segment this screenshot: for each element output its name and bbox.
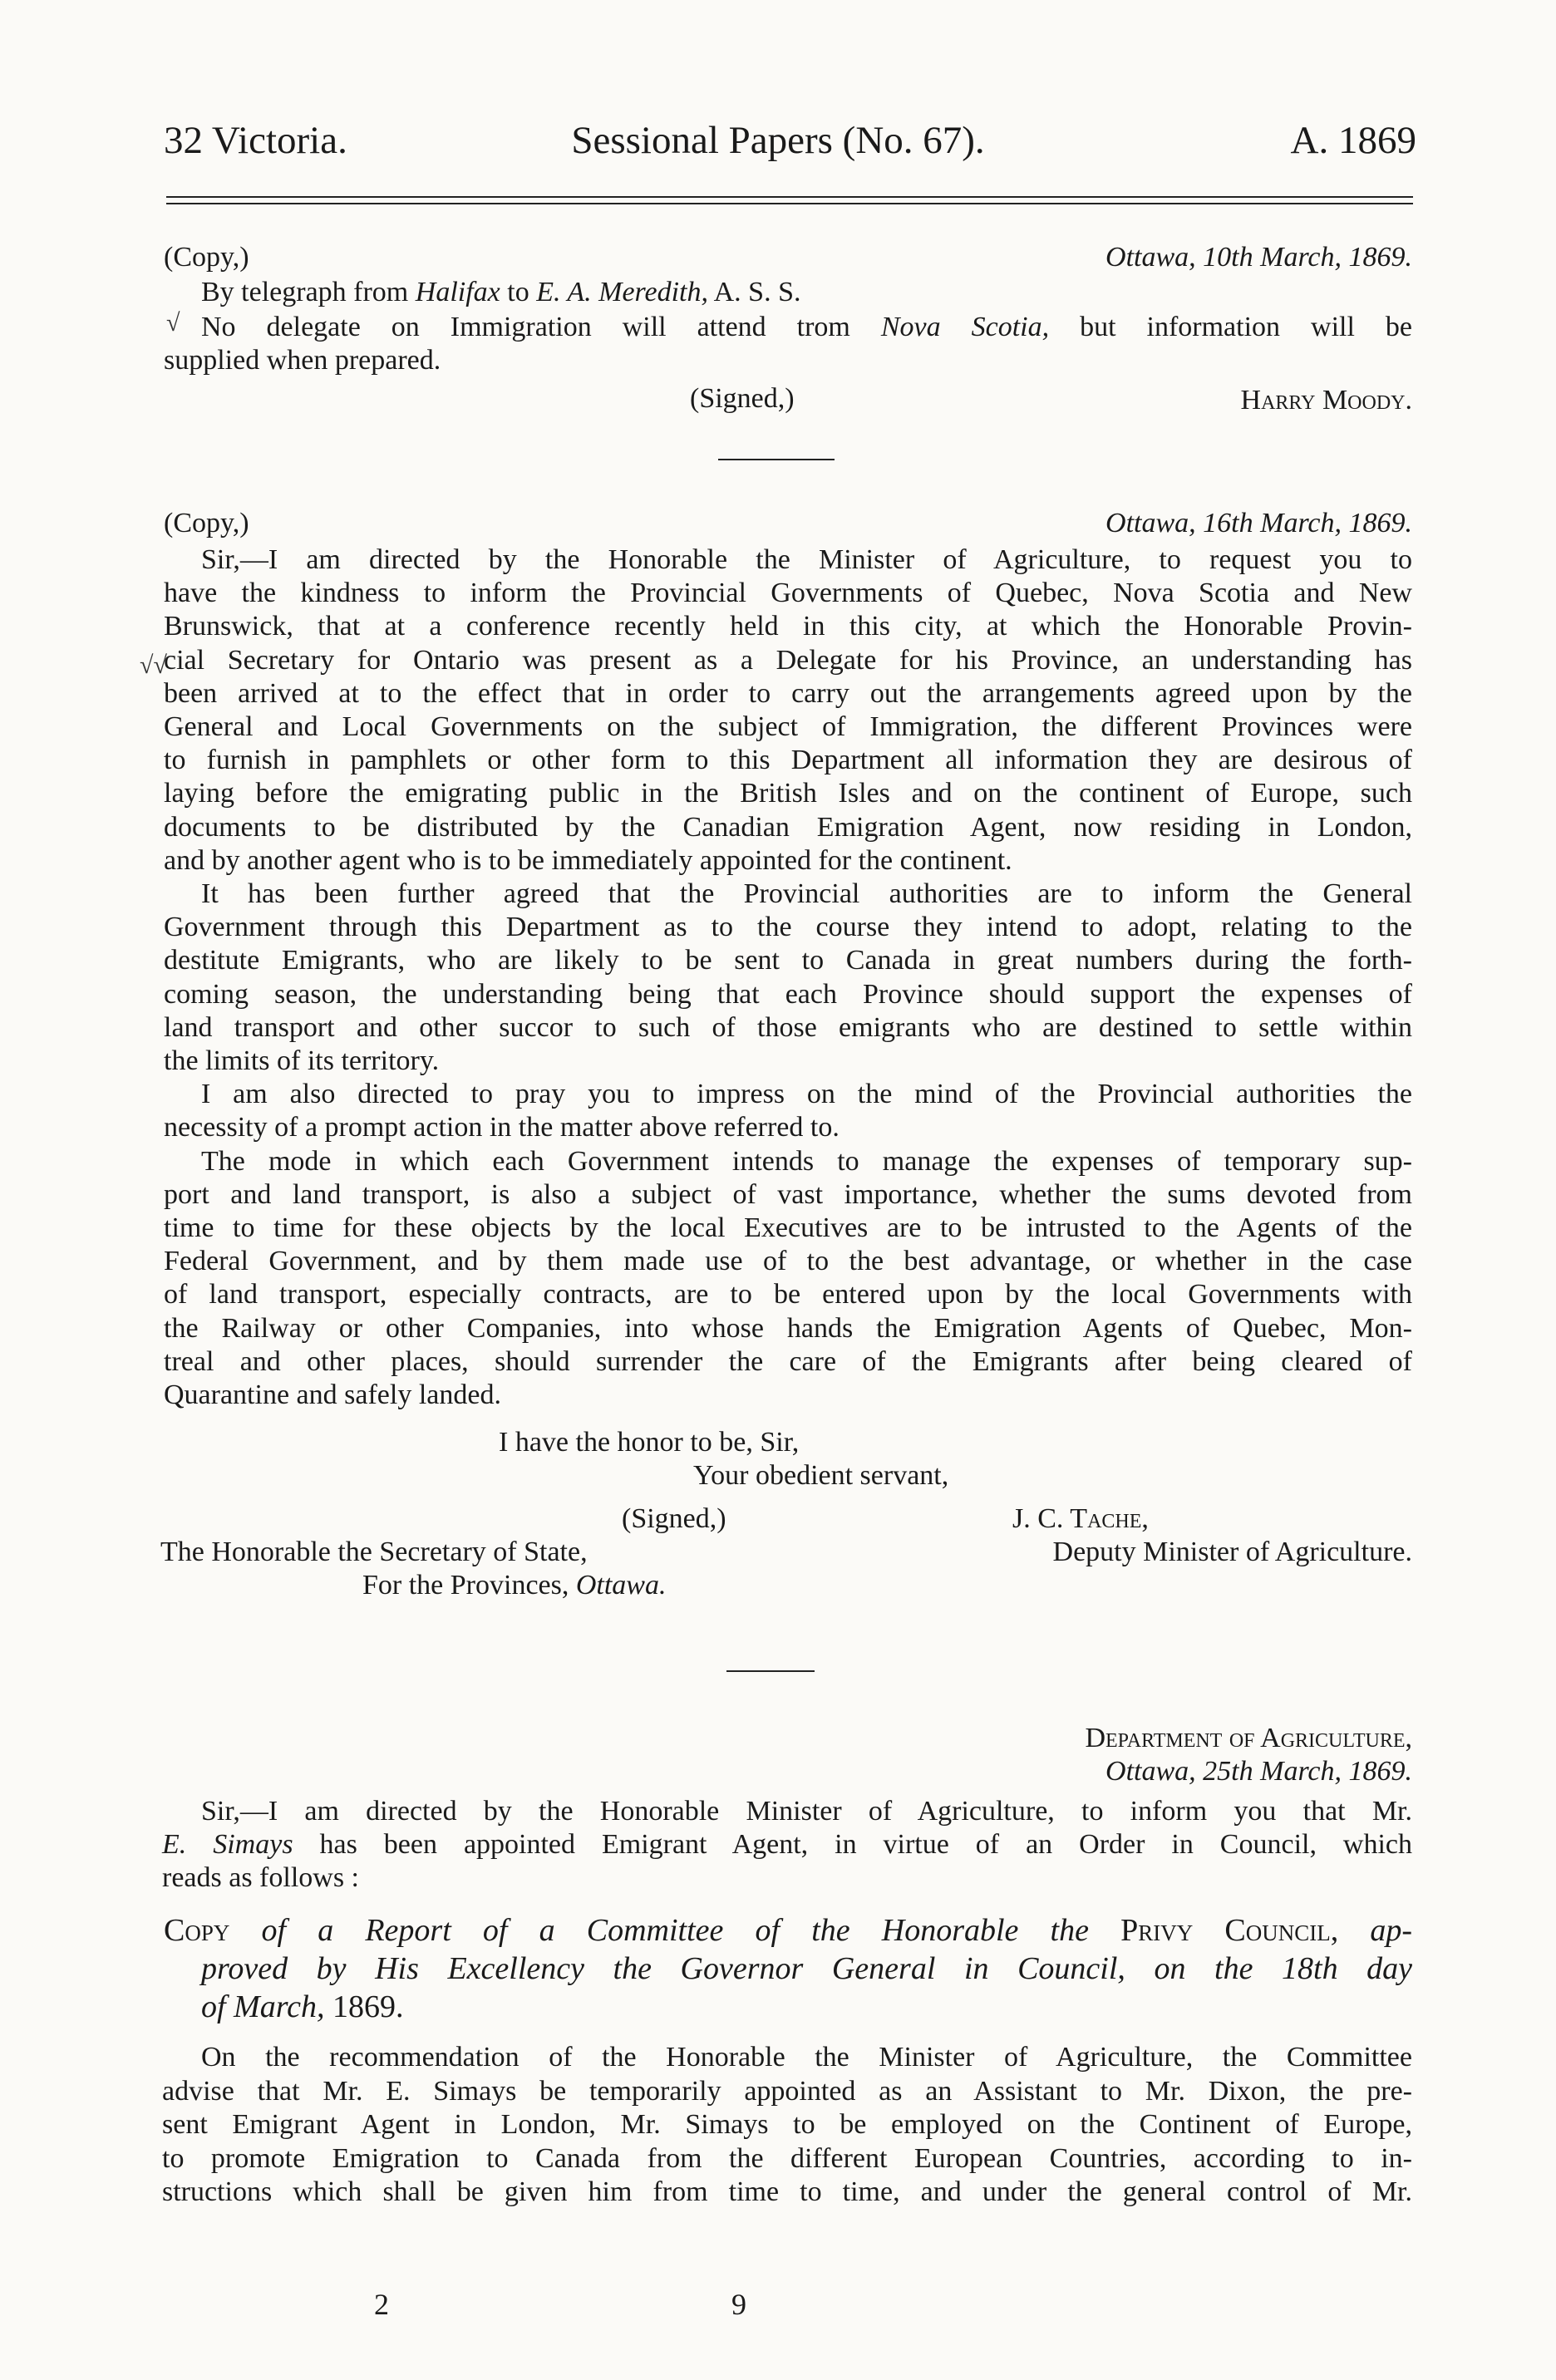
- letter-body-line: coming season, the understanding being that each Province should support the expenses of: [164, 978, 1412, 1010]
- letter-body-line: I am also directed to pray you to impress on the mind of the Provincial authorities the: [201, 1079, 1412, 1110]
- letter-body-line: The mode in which each Government intends to manage the expenses of temporary sup-: [201, 1145, 1412, 1177]
- letter-body-line: and by another agent who is to be immediately appointed for the continent.: [164, 844, 1012, 876]
- letter-copy-label: (Copy,): [164, 508, 249, 538]
- letter-body-line: to furnish in pamphlets or other form to this Department all information they are desirous of: [164, 745, 1412, 776]
- telegram-line-1: By telegraph from Halifax to E. A. Meredith, A. S. S.: [201, 277, 801, 307]
- letter-body-line: Federal Government, and by them made use of to the best advantage, or whether in the case: [164, 1246, 1412, 1277]
- letter-body-line: of land transport, especially contracts, are to be entered upon by the local Governments with: [164, 1279, 1412, 1310]
- header-session: 32 Victoria.: [164, 119, 347, 162]
- telegram-line-2: No delegate on Immigration will attend trom Nova Scotia, but information will be: [201, 312, 1412, 342]
- letter-signer: J. C. Tache,: [1012, 1503, 1149, 1534]
- order-body-line: On the recommendation of the Honorable the Minister of Agriculture, the Committee: [201, 2042, 1412, 2073]
- telegram-place-date: Ottawa, 10th March, 1869.: [1105, 242, 1412, 273]
- footer-right-number: 9: [731, 2288, 746, 2321]
- letter-body-line: destitute Emigrants, who are likely to be sent to Canada in great numbers during the forth-: [164, 945, 1412, 976]
- telegram-copy-label: (Copy,): [164, 242, 249, 273]
- report-title-line-2: proved by His Excellency the Governor General in Council, on the 18th day: [201, 1951, 1412, 1986]
- letter-body-line: the Railway or other Companies, into whose hands the Emigration Agents of Quebec, Mon-: [164, 1312, 1412, 1344]
- telegram-line-3: supplied when prepared.: [164, 345, 441, 376]
- letter-body-line: General and Local Governments on the subject of Immigration, the different Provinces were: [164, 711, 1412, 742]
- section-divider: [718, 459, 835, 460]
- department-heading: Department of Agriculture,: [1085, 1723, 1412, 1753]
- letter-body-line: It has been further agreed that the Provincial authorities are to inform the General: [201, 878, 1412, 909]
- letter3-line-1: Sir,—I am directed by the Honorable Minister of Agriculture, to inform you that Mr.: [201, 1796, 1412, 1827]
- letter-body-line: laying before the emigrating public in the British Isles and on the continent of Europe, such: [164, 778, 1412, 809]
- letter3-line-2: E. Simays has been appointed Emigrant Agent, in virtue of an Order in Council, which: [162, 1829, 1413, 1860]
- letter-body-line: port and land transport, is also a subject of vast importance, whether the sums devoted from: [164, 1178, 1412, 1210]
- letter-body-line: treal and other places, should surrender the care of the Emigrants after being cleared of: [164, 1345, 1412, 1377]
- letter-body-line: time to time for these objects by the local Executives are to be intrusted to the Agents of the: [164, 1212, 1412, 1243]
- letter-place-date: Ottawa, 16th March, 1869.: [1105, 508, 1412, 538]
- letter-body-line: have the kindness to inform the Provincial Governments of Quebec, Nova Scotia and New: [164, 578, 1412, 609]
- letter-body-line: necessity of a prompt action in the matter above referred to.: [164, 1112, 840, 1143]
- letter-body-line: Government through this Department as to the course they intend to adopt, relating to the: [164, 912, 1412, 943]
- letter-body-line: Quarantine and safely landed.: [164, 1379, 501, 1410]
- telegram-signed: (Signed,): [690, 383, 795, 414]
- order-body-line: to promote Emigration to Canada from the different European Countries, according to in-: [162, 2142, 1412, 2174]
- header-title: Sessional Papers (No. 67).: [571, 119, 985, 162]
- letter-signed: (Signed,): [622, 1503, 726, 1534]
- closing-honor: I have the honor to be, Sir,: [499, 1427, 800, 1458]
- order-body-line: sent Emigrant Agent in London, Mr. Simays to be employed on the Continent of Europe,: [162, 2109, 1412, 2140]
- letter-body-line: been arrived at to the effect that in order to carry out the arrangements agreed upon by the: [164, 677, 1412, 709]
- report-title-line-1: Copy of a Report of a Committee of the Honorable the Privy Council, ap-: [164, 1913, 1413, 1948]
- letter-body-line: documents to be distributed by the Canadian Emigration Agent, now residing in London,: [164, 811, 1412, 843]
- signer-title: Deputy Minister of Agriculture.: [1052, 1537, 1412, 1567]
- margin-check-mark-double: √√: [140, 652, 167, 679]
- order-body-line: advise that Mr. E. Simays be temporarily appointed as an Assistant to Mr. Dixon, the pre-: [162, 2075, 1412, 2107]
- telegram-signer: Harry Moody.: [1240, 385, 1412, 416]
- letter-body-line: the limits of its territory.: [164, 1045, 440, 1076]
- header-rule-top: [166, 196, 1413, 198]
- letter3-line-3: reads as follows :: [162, 1862, 360, 1893]
- order-body-line: structions which shall be given him from time to time, and under the general control of Mr.: [162, 2176, 1412, 2207]
- letter-body-line: Brunswick, that at a conference recently held in this city, at which the Honorable Provin-: [164, 611, 1412, 642]
- department-place-date: Ottawa, 25th March, 1869.: [1105, 1756, 1412, 1787]
- letter-body-line: Sir,—I am directed by the Honorable the Minister of Agriculture, to request you to: [201, 544, 1412, 575]
- header-rule-bottom: [166, 203, 1413, 204]
- letter-body-line: cial Secretary for Ontario was present as a Delegate for his Province, an understanding has: [164, 644, 1412, 676]
- closing-servant: Your obedient servant,: [693, 1460, 949, 1491]
- letter-body-line: land transport and other succor to such of those emigrants who are destined to settle within: [164, 1011, 1412, 1043]
- addressee-line-2: For the Provinces, Ottawa.: [362, 1570, 667, 1601]
- section-divider-2: [726, 1670, 815, 1672]
- header-year: A. 1869: [1290, 119, 1416, 162]
- margin-check-mark: √: [166, 309, 180, 337]
- report-title-line-3: of March, 1869.: [201, 1989, 404, 2024]
- footer-left-number: 2: [374, 2288, 389, 2321]
- addressee-line-1: The Honorable the Secretary of State,: [160, 1537, 588, 1567]
